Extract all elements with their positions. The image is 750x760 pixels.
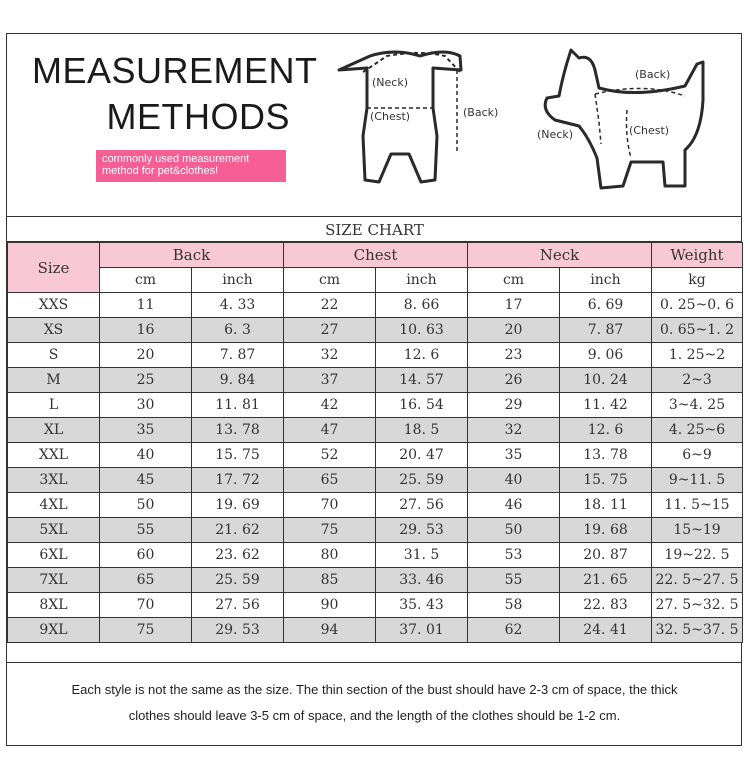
table-cell: 11. 81 (192, 393, 284, 418)
table-cell: 46 (468, 493, 560, 518)
table-cell: 10. 24 (560, 368, 652, 393)
table-cell: 19~22. 5 (652, 543, 743, 568)
table-cell: 6. 69 (560, 293, 652, 318)
table-cell: 20 (100, 343, 192, 368)
size-table-body (8, 243, 743, 643)
table-cell: 62 (468, 618, 560, 643)
table-cell: 37. 01 (376, 618, 468, 643)
dog-neck-label: (Neck) (537, 128, 573, 141)
table-cell: M (8, 368, 100, 393)
table-cell: XL (8, 418, 100, 443)
clothes-illustration (325, 42, 515, 206)
table-cell: 11. 5~15 (652, 493, 743, 518)
unit-neck-inch: inch (560, 268, 652, 293)
table-cell: L (8, 393, 100, 418)
table-cell: 15. 75 (560, 468, 652, 493)
table-cell: 35 (468, 443, 560, 468)
table-cell: 85 (284, 568, 376, 593)
table-cell: 25 (100, 368, 192, 393)
table-cell: 13. 78 (192, 418, 284, 443)
table-cell: 4. 25~6 (652, 418, 743, 443)
table-cell: XXL (8, 443, 100, 468)
table-cell: 70 (284, 493, 376, 518)
table-cell: 29. 53 (192, 618, 284, 643)
clothes-neck-label: (Neck) (372, 76, 408, 89)
table-row (8, 443, 743, 468)
title-line-1: MEASUREMENT (32, 50, 318, 91)
unit-chest-cm: cm (284, 268, 376, 293)
note-line-2: clothes should leave 3-5 cm of space, and the length of the clothes should be 1-2 cm. (128, 708, 621, 723)
table-cell: 27. 56 (376, 493, 468, 518)
table-cell: 0. 65~1. 2 (652, 318, 743, 343)
subtitle-line-1: commonly used measurement (102, 153, 250, 165)
header-size: Size (8, 243, 100, 293)
table-cell: 7. 87 (560, 318, 652, 343)
table-cell: 8XL (8, 593, 100, 618)
table-cell: 3~4. 25 (652, 393, 743, 418)
clothes-outline-icon (325, 42, 515, 202)
table-cell: 19. 69 (192, 493, 284, 518)
header-back: Back (100, 243, 284, 268)
dog-back-label: (Back) (635, 68, 671, 81)
table-cell: 18. 5 (376, 418, 468, 443)
table-row (8, 593, 743, 618)
table-cell: 7. 87 (192, 343, 284, 368)
table-cell: 94 (284, 618, 376, 643)
table-cell: 27 (284, 318, 376, 343)
note-line-1: Each style is not the same as the size. The thin section of the bust should have 2-3 cm of space, the thick (71, 682, 678, 697)
table-cell: 9XL (8, 618, 100, 643)
table-cell: 27. 5~32. 5 (652, 593, 743, 618)
unit-back-cm: cm (100, 268, 192, 293)
table-cell: 12. 6 (560, 418, 652, 443)
table-cell: 42 (284, 393, 376, 418)
table-cell: 31. 5 (376, 543, 468, 568)
table-row (8, 393, 743, 418)
table-cell: 9. 84 (192, 368, 284, 393)
table-cell: 29. 53 (376, 518, 468, 543)
header-neck: Neck (468, 243, 652, 268)
table-cell: 16 (100, 318, 192, 343)
table-cell: 10. 63 (376, 318, 468, 343)
table-cell: 32. 5~37. 5 (652, 618, 743, 643)
dog-illustration (535, 40, 720, 202)
table-cell: 6XL (8, 543, 100, 568)
group-header-row (8, 243, 743, 268)
table-cell: XXS (8, 293, 100, 318)
size-table (7, 242, 743, 643)
table-cell: 22. 83 (560, 593, 652, 618)
table-cell: 20. 47 (376, 443, 468, 468)
table-cell: 17 (468, 293, 560, 318)
table-cell: 90 (284, 593, 376, 618)
table-cell: 7XL (8, 568, 100, 593)
table-cell: 27. 56 (192, 593, 284, 618)
table-cell: 53 (468, 543, 560, 568)
table-cell: 55 (100, 518, 192, 543)
table-row (8, 468, 743, 493)
table-cell: 50 (468, 518, 560, 543)
size-chart (7, 216, 742, 643)
table-cell: 20 (468, 318, 560, 343)
table-cell: 35. 43 (376, 593, 468, 618)
table-row (8, 618, 743, 643)
table-cell: 14. 57 (376, 368, 468, 393)
table-row (8, 293, 743, 318)
table-cell: 40 (468, 468, 560, 493)
unit-weight-kg: kg (652, 268, 743, 293)
unit-neck-cm: cm (468, 268, 560, 293)
table-cell: 9~11. 5 (652, 468, 743, 493)
table-cell: 23. 62 (192, 543, 284, 568)
table-cell: 4XL (8, 493, 100, 518)
table-cell: 4. 33 (192, 293, 284, 318)
table-cell: 22. 5~27. 5 (652, 568, 743, 593)
header-chest: Chest (284, 243, 468, 268)
table-cell: 24. 41 (560, 618, 652, 643)
table-cell: 32 (284, 343, 376, 368)
table-cell: 12. 6 (376, 343, 468, 368)
table-cell: 58 (468, 593, 560, 618)
size-note (7, 662, 742, 746)
table-row (8, 343, 743, 368)
table-cell: 35 (100, 418, 192, 443)
table-cell: 21. 62 (192, 518, 284, 543)
table-cell: 23 (468, 343, 560, 368)
table-row (8, 318, 743, 343)
table-cell: 30 (100, 393, 192, 418)
table-cell: 3XL (8, 468, 100, 493)
table-row (8, 418, 743, 443)
table-cell: 20. 87 (560, 543, 652, 568)
clothes-chest-label: (Chest) (370, 110, 411, 123)
table-cell: 0. 25~0. 6 (652, 293, 743, 318)
table-cell: 40 (100, 443, 192, 468)
table-cell: 8. 66 (376, 293, 468, 318)
table-cell: 75 (284, 518, 376, 543)
table-cell: 37 (284, 368, 376, 393)
table-cell: 50 (100, 493, 192, 518)
table-cell: 80 (284, 543, 376, 568)
table-cell: 60 (100, 543, 192, 568)
table-cell: 70 (100, 593, 192, 618)
table-cell: 29 (468, 393, 560, 418)
table-cell: 55 (468, 568, 560, 593)
table-cell: 32 (468, 418, 560, 443)
table-cell: 18. 11 (560, 493, 652, 518)
table-row (8, 518, 743, 543)
clothes-back-label: (Back) (463, 106, 499, 119)
table-cell: S (8, 343, 100, 368)
subtitle-badge (96, 150, 286, 182)
table-cell: 11. 42 (560, 393, 652, 418)
table-cell: 2~3 (652, 368, 743, 393)
table-cell: 13. 78 (560, 443, 652, 468)
table-cell: 33. 46 (376, 568, 468, 593)
table-cell: 26 (468, 368, 560, 393)
table-cell: 19. 68 (560, 518, 652, 543)
table-row (8, 568, 743, 593)
table-cell: 25. 59 (192, 568, 284, 593)
table-cell: 21. 65 (560, 568, 652, 593)
table-cell: XS (8, 318, 100, 343)
table-cell: 52 (284, 443, 376, 468)
unit-back-inch: inch (192, 268, 284, 293)
size-chart-title: SIZE CHART (7, 216, 742, 242)
table-cell: 25. 59 (376, 468, 468, 493)
title-line-2: METHODS (106, 96, 290, 137)
dog-chest-label: (Chest) (629, 124, 670, 137)
table-row (8, 493, 743, 518)
table-cell: 45 (100, 468, 192, 493)
unit-header-row (8, 268, 743, 293)
table-cell: 16. 54 (376, 393, 468, 418)
unit-chest-inch: inch (376, 268, 468, 293)
table-cell: 15~19 (652, 518, 743, 543)
table-cell: 47 (284, 418, 376, 443)
table-row (8, 543, 743, 568)
table-cell: 65 (100, 568, 192, 593)
table-cell: 6. 3 (192, 318, 284, 343)
table-cell: 1. 25~2 (652, 343, 743, 368)
table-cell: 9. 06 (560, 343, 652, 368)
header-weight: Weight (652, 243, 743, 268)
table-cell: 65 (284, 468, 376, 493)
table-cell: 17. 72 (192, 468, 284, 493)
table-cell: 22 (284, 293, 376, 318)
table-cell: 6~9 (652, 443, 743, 468)
dog-outline-icon (535, 40, 720, 198)
subtitle-line-2: method for pet&clothes! (102, 165, 219, 177)
table-cell: 11 (100, 293, 192, 318)
table-cell: 5XL (8, 518, 100, 543)
table-row (8, 368, 743, 393)
table-cell: 75 (100, 618, 192, 643)
table-cell: 15. 75 (192, 443, 284, 468)
